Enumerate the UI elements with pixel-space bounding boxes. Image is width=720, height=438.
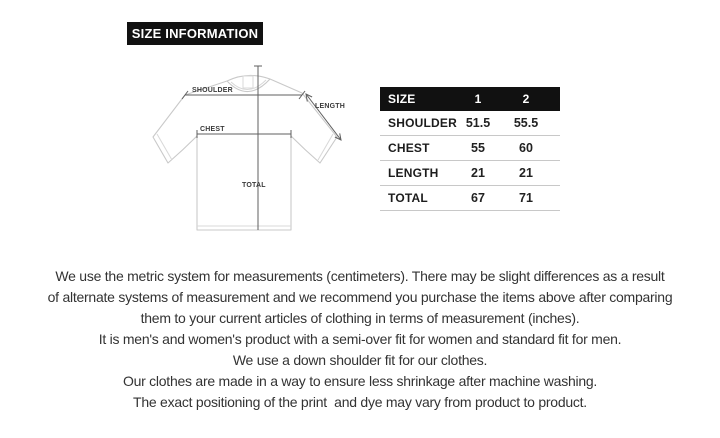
length-measure-line: [306, 94, 341, 140]
row-size2-value: 55.5: [513, 116, 539, 130]
chest-diagram-label: CHEST: [200, 126, 225, 133]
notes-line: The exact positioning of the print and dye may vary from product to product.: [133, 394, 587, 410]
row-size1-value: 67: [471, 191, 485, 205]
row-label: TOTAL: [388, 191, 428, 205]
tshirt-measurement-diagram: [130, 55, 370, 245]
notes-line: Our clothes are made in a way to ensure less shrinkage after machine washing.: [122, 373, 598, 389]
notes-line: We use the metric system for measurements (centimeters). There may be slight differences as a result: [55, 268, 665, 284]
row-size2-value: 21: [519, 166, 533, 180]
row-label: SHOULDER: [388, 116, 457, 130]
size-table-header-size: SIZE: [388, 92, 416, 106]
size-information-badge: [127, 22, 263, 45]
row-size2-value: 60: [519, 141, 533, 155]
size-table: [380, 87, 560, 211]
shoulder-diagram-label: SHOULDER: [192, 87, 233, 94]
row-size2-value: 71: [519, 191, 533, 205]
table-row-total: [380, 186, 560, 211]
notes-line: of alternate systems of measurement and we recommend you purchase the items above after comparing: [47, 289, 673, 305]
notes-line: them to your current articles of clothing in terms of measurement (inches).: [140, 310, 580, 326]
table-row-shoulder: [380, 111, 560, 136]
row-label: LENGTH: [388, 166, 439, 180]
size-table-header-row: [380, 87, 560, 111]
neck-tag: [243, 76, 253, 88]
table-row-chest: [380, 136, 560, 161]
row-size1-value: 55: [471, 141, 485, 155]
row-label: CHEST: [388, 141, 430, 155]
measurement-notes: [0, 266, 720, 413]
tshirt-diagram-svg: [130, 55, 370, 245]
row-size1-value: 21: [471, 166, 485, 180]
notes-line: It is men's and women's product with a semi-over fit for women and standard fit for men.: [98, 331, 622, 347]
total-diagram-label: TOTAL: [242, 182, 266, 189]
size-table-header-1: 1: [474, 92, 482, 106]
length-diagram-label: LENGTH: [315, 103, 345, 110]
notes-line: We use a down shoulder fit for our clothes.: [232, 352, 488, 368]
row-size1-value: 51.5: [465, 116, 491, 130]
table-row-length: [380, 161, 560, 186]
size-table-header-2: 2: [522, 92, 530, 106]
size-information-label: SIZE INFORMATION: [131, 26, 259, 41]
